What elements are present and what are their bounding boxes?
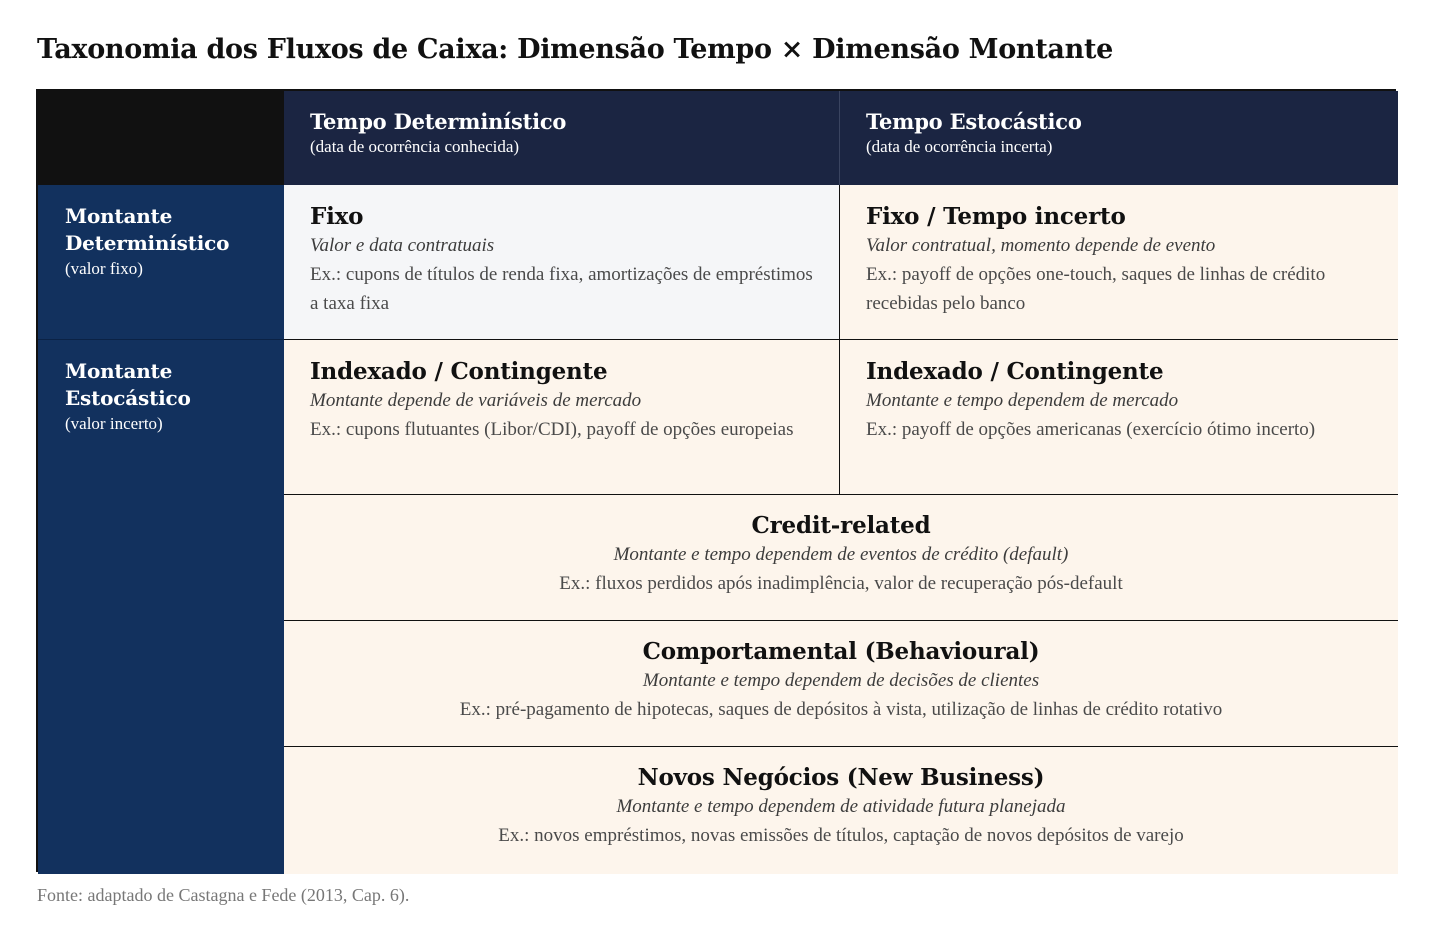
column-header-title: Tempo Determinístico [310, 109, 567, 134]
column-header-subtitle: (data de ocorrência conhecida) [310, 137, 520, 156]
row-header-montante-deterministico [38, 185, 284, 340]
row-header-title: Montante Determinístico [65, 204, 230, 255]
cell-title: Indexado / Contingente [310, 358, 608, 385]
cell-title: Fixo / Tempo incerto [866, 203, 1126, 230]
taxonomy-table [36, 89, 1396, 872]
cell-example: Ex.: fluxos perdidos após inadimplência, valor de recuperação pós-default [559, 573, 1123, 594]
cell-example: Ex.: payoff de opções one-touch, saques de linhas de crédito recebidas pelo banco [866, 264, 1326, 314]
cell-title: Comportamental (Behavioural) [642, 638, 1040, 665]
cell-credit-related [284, 495, 1398, 621]
cell-example: Ex.: pré-pagamento de hipotecas, saques de depósitos à vista, utilização de linhas de crédito rotativo [459, 699, 1223, 720]
column-header-subtitle: (data de ocorrência incerta) [866, 137, 1053, 156]
row-header-title: Montante Estocástico [65, 359, 191, 410]
cell-title: Indexado / Contingente [866, 358, 1164, 385]
cell-description: Montante e tempo dependem de atividade futura planejada [616, 796, 1066, 817]
cell-indexado-deterministico [284, 340, 840, 495]
cell-description: Valor e data contratuais [310, 235, 495, 256]
cell-fixo-tempo-incerto [840, 185, 1398, 340]
cell-fixo [284, 185, 840, 340]
cell-example: Ex.: cupons flutuantes (Libor/CDI), payoff de opções europeias [310, 419, 794, 440]
cell-description: Valor contratual, momento depende de evento [866, 235, 1216, 256]
cell-description: Montante e tempo dependem de mercado [866, 390, 1179, 411]
cell-title: Fixo [310, 203, 364, 230]
cell-description: Montante e tempo dependem de decisões de clientes [642, 670, 1040, 691]
cell-indexado-estocastico [840, 340, 1398, 495]
cell-title: Credit-related [751, 512, 931, 539]
cell-comportamental [284, 621, 1398, 747]
table-corner [38, 91, 284, 185]
cell-description: Montante e tempo dependem de eventos de crédito (default) [613, 544, 1069, 565]
column-header-tempo-deterministico [284, 91, 840, 185]
row-header-subtitle: (valor fixo) [65, 259, 143, 278]
page-title: Taxonomia dos Fluxos de Caixa: Dimensão Tempo × Dimensão Montante [37, 34, 1114, 65]
row-header-subtitle: (valor incerto) [65, 414, 163, 433]
column-header-tempo-estocastico [840, 91, 1398, 185]
row-header-montante-estocastico [38, 340, 284, 874]
cell-description: Montante depende de variáveis de mercado [310, 390, 642, 411]
cell-title: Novos Negócios (New Business) [637, 764, 1045, 791]
cell-novos-negocios [284, 747, 1398, 874]
column-header-title: Tempo Estocástico [866, 109, 1082, 134]
source-note: Fonte: adaptado de Castagna e Fede (2013, Cap. 6). [37, 885, 410, 905]
cell-example: Ex.: novos empréstimos, novas emissões de títulos, captação de novos depósitos de varejo [498, 825, 1184, 846]
cell-example: Ex.: cupons de títulos de renda fixa, amortizações de empréstimos a taxa fixa [310, 264, 813, 314]
cell-example: Ex.: payoff de opções americanas (exercício ótimo incerto) [866, 419, 1316, 440]
